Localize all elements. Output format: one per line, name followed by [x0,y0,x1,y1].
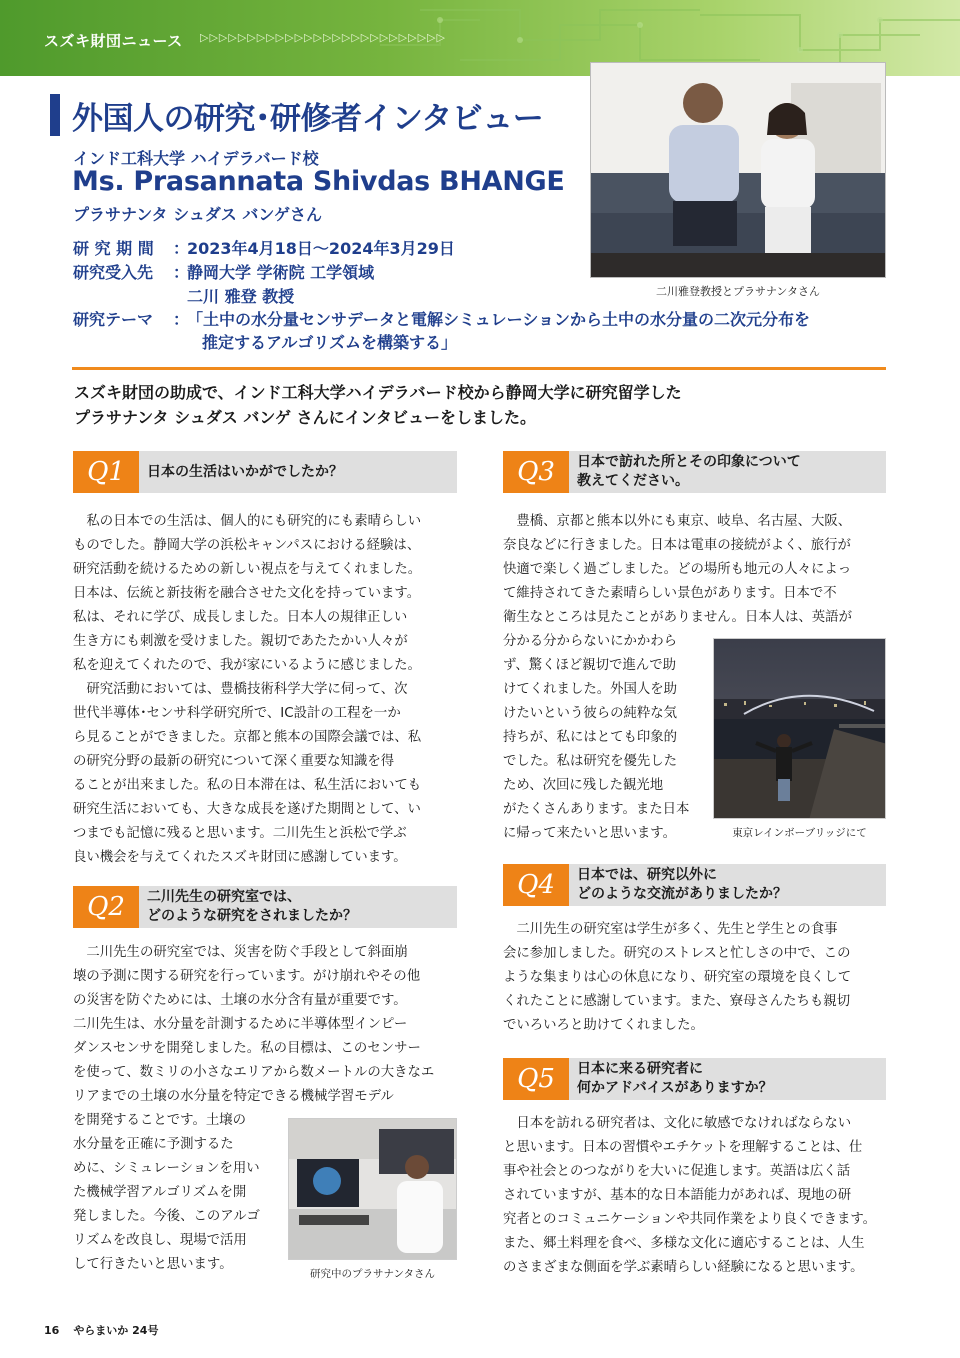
text-line: でいろいろと助けてくれました。 [503,1018,704,1033]
text-line: 良い機会を与えてくれたスズキ財団に感謝しています。 [73,850,407,865]
text-line: 二川先生は、水分量を計測するために半導体型インピー [73,1017,408,1032]
text-line: 持ちが、私にはとても印象的 [503,730,678,745]
text-line: 豊橋、京都と熊本以外にも東京、岐阜、名古屋、大阪、 [503,514,852,529]
q2-question-line: 二川先生の研究室では、 [147,889,301,905]
text-line: けたいという彼らの純粋な気 [503,706,678,721]
publication-name: やらまいか 24号 [73,1324,159,1337]
lead-line-1: スズキ財団の助成で、インド工科大学ハイデラバード校から静岡大学に研究留学した [74,383,682,402]
lab-photo-caption: 研究中のプラサナンタさん [309,1268,436,1280]
page-footer [44,1322,158,1338]
text-line: 研究活動を続けるための新しい視点を与えてくれました。 [73,562,422,577]
rainbow-bridge-photo [713,638,886,819]
q3-question-line: 日本で訪れた所とその印象について [577,454,801,470]
text-line: 日本を訪れる研究者は、文化に敏感でなければならない [503,1116,852,1131]
q2-question [139,886,457,928]
rainbow-bridge-photo-illustration [714,639,886,819]
divider [72,367,886,370]
text-line: ような集まりは心の休息になり、研究室の環境を良くして [503,970,852,985]
text-line: 分かる分からないにかかわら [503,634,678,649]
lead-line-2: プラサナンタ シュダス バンゲ さんにインタビューをしました。 [74,408,536,427]
text-line: に帰って来たいと思います。 [503,826,677,841]
text-line: 壊の予測に関する研究を行っています。がけ崩れやその他 [73,969,421,984]
text-line: ため、次回に残した観光地 [503,778,664,793]
text-line: 快適で楽しく過ごしました。どの場所も地元の人々によっ [503,562,852,577]
text-line: ら見ることができました。京都と熊本の国際会議では、私 [73,730,422,745]
text-line: 衛生なところは見たことがありません。日本人は、英語が [503,610,852,625]
text-line: されていますが、基本的な日本語能力があれば、現地の研 [503,1188,852,1203]
q1-number: Q1 [73,451,139,493]
host-institution [73,260,374,283]
text-line: 水分量を正確に予測するた [73,1137,234,1152]
text-line: と思います。日本の習慣やエチケットを理解することは、仕 [503,1140,863,1155]
lab-photo [288,1118,457,1260]
text-line: のさまざまな側面を学ぶ素晴らしい経験になると思います。 [503,1260,864,1275]
text-line: くれたことに感謝しています。また、寮母さんたちも親切 [503,994,851,1009]
q2-header [73,886,457,928]
theme-value-2: 推定するアルゴリズムを構築する」 [202,333,458,352]
text-line: して行きたいと思います。 [73,1257,233,1272]
text-line: 研究生活においても、大きな成長を遂げた期間として、い [73,802,421,817]
colon: ： [173,263,190,282]
text-line: 研究活動においては、豊橋技術科学大学に伺って、次 [73,682,408,697]
text-line: を使って、数ミリの小さなエリアから数メートルの大きなエ [73,1065,435,1080]
interview-photo-illustration [591,63,886,278]
q4-question-line: どのような交流がありましたか？ [577,886,787,902]
text-line: ダンスセンサを開発しました。私の目標は、このセンサー [73,1041,421,1056]
text-line: た機械学習アルゴリズムを開 [73,1185,247,1200]
text-line: リアまでの土壌の水分量を特定できる機械学習モデル [73,1089,394,1104]
text-line: て維持されてきた素晴らしい景色があります。日本で不 [503,586,837,601]
q4-header [503,864,886,906]
text-line: また、郷土料理を食べ、多様な文化に適応することは、人生 [503,1236,865,1251]
text-line: 奈良などに行きました。日本は電車の接続がよく、旅行が [503,538,851,553]
text-line: の災害を防ぐためには、土壌の水分含有量が重要です。 [73,993,407,1008]
lab-photo-illustration [289,1119,457,1260]
q3-number: Q3 [503,451,569,493]
text-line: 私の日本での生活は、個人的にも研究的にも素晴らしい [73,514,422,529]
title-accent-bar [50,94,60,136]
q4-question-line: 日本では、研究以外に [577,867,717,883]
q1-question-line: 日本の生活はいかがでしたか？ [147,463,343,480]
page-number: 16 [44,1324,60,1337]
text-line: でした。私は研究を優先した [503,754,678,769]
researcher-name-ja: プラサナンタ シュダス バンゲさん [73,205,323,224]
theme-label: 研究テーマ [73,310,154,329]
period-label: 研 究 期 間 [73,239,154,258]
text-line: 会に参加しました。研究のストレスと忙しさの中で、この [503,946,851,961]
text-line: 生き方にも刺激を受けました。親切であたたかい人々が [73,634,408,649]
q4-number: Q4 [503,864,569,906]
host-professor: 二川 雅登 教授 [187,287,295,306]
q3-header [503,451,886,493]
host-value-1: 静岡大学 学術院 工学領域 [187,263,375,282]
arrow-decoration: ▷▷▷▷▷▷▷▷▷▷▷▷▷▷▷▷▷▷▷▷▷▷▷▷▷▷ [200,31,446,44]
research-period [73,236,455,259]
text-line: 世代半導体･センサ科学研究所で、IC設計の工程を一か [73,706,401,721]
text-line: を開発することです。土壌の [73,1113,247,1128]
interview-photo [590,62,886,278]
text-line: がたくさんあります。また日本 [503,802,690,817]
q4-question [569,864,886,906]
researcher-name-en: Ms. Prasannata Shivdas BHANGE [72,166,565,197]
q2-number: Q2 [73,886,139,928]
section-title: スズキ財団ニュース [44,32,183,50]
text-line: めに、シミュレーションを用い [73,1161,260,1176]
text-line: 事や社会とのつながりを大いに促進します。英語は広く話 [503,1164,851,1179]
text-line: の研究分野の最新の研究について深く重要な知識を得 [73,754,395,769]
research-theme [73,307,810,330]
q5-question-line: 何かアドバイスがありますか？ [577,1080,773,1096]
text-line: 発しました。今後、このアルゴ [73,1209,260,1224]
text-line: つまでも記憶に残ると思います。二川先生と浜松で学ぶ [73,826,407,841]
q5-header [503,1058,886,1100]
text-line: ず、驚くほど親切で進んで助 [503,658,677,673]
text-line: 私を迎えてくれたので、我が家にいるように感じました。 [73,658,421,673]
host-label: 研究受入先 [73,263,154,282]
text-line: 究者とのコミュニケーションや共同作業をより良くできます。 [503,1212,877,1227]
q2-question-line: どのような研究をされましたか？ [147,908,357,924]
text-line: 私は、それに学び、成長しました。日本人の規律正しい [73,610,408,625]
theme-value-1: 「土中の水分量センサデータと電解シミュレーションから土中の水分量の二次元分布を [187,310,811,329]
q5-number: Q5 [503,1058,569,1100]
q3-question [569,451,886,493]
page-title: 外国人の研究･研修者インタビュー [72,101,544,137]
period-value: 2023年4月18日～2024年3月29日 [187,239,455,258]
text-line: ることが出来ました。私の日本滞在は、私生活においても [73,778,422,793]
interview-photo-caption: 二川雅登教授とプラサナンタさん [655,285,820,298]
text-line: 日本は、伝統と新技術を融合させた文化を持っています。 [73,586,421,601]
colon: ： [173,310,190,329]
q5-question [569,1058,886,1100]
text-line: 二川先生の研究室は学生が多く、先生と学生との食事 [503,922,838,937]
text-line: 二川先生の研究室では、災害を防ぐ手段として斜面崩 [73,945,408,960]
university-name: インド工科大学 ハイデラバード校 [73,149,319,168]
q3-question-line: 教えてください。 [577,473,689,489]
q5-question-line: 日本に来る研究者に [577,1061,703,1077]
text-line: リズムを改良し、現場で活用 [73,1233,247,1248]
text-line: けてくれました。外国人を助 [503,682,678,697]
q1-header [73,451,457,493]
rainbow-bridge-caption: 東京レインボーブリッジにて [732,827,867,839]
text-line: ものでした。静岡大学の浜松キャンパスにおける経験は、 [73,538,421,553]
colon: ： [173,239,190,258]
q1-question [139,451,457,493]
